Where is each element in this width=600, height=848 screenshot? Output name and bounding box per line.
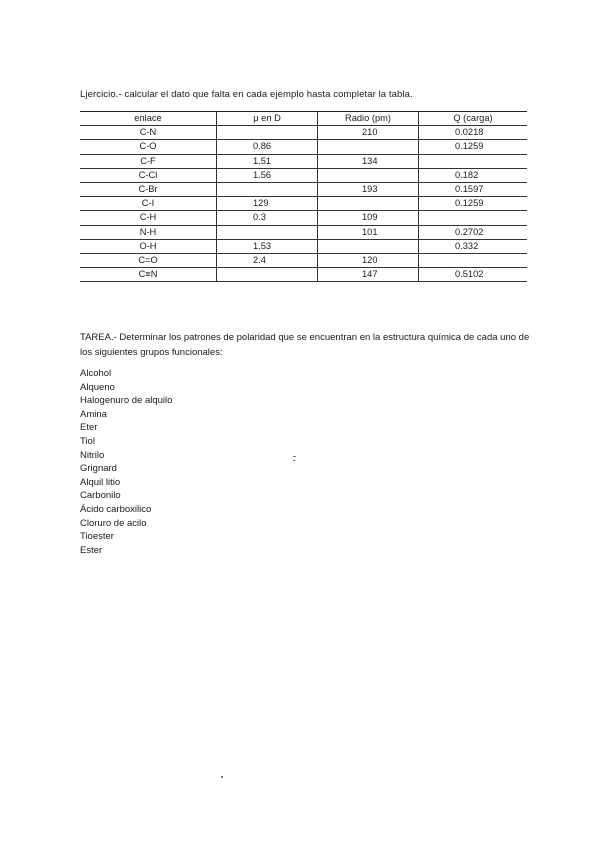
- functional-groups-list: [80, 367, 172, 557]
- cell-radius: 210: [318, 126, 419, 140]
- table-row: [80, 126, 527, 140]
- bond-data-table: [80, 111, 527, 282]
- table-row: [80, 253, 527, 267]
- cell-bond: C-F: [80, 154, 217, 168]
- table-row: [80, 154, 527, 168]
- header-bond: enlace: [80, 112, 217, 126]
- cell-dipole: [217, 126, 318, 140]
- cell-radius: 134: [318, 154, 419, 168]
- cell-bond: C-N: [80, 126, 217, 140]
- list-item: Tioester: [80, 531, 114, 543]
- list-item: Alqueno: [80, 381, 115, 393]
- cell-charge: 0.332: [419, 239, 528, 253]
- cell-charge: 0.1259: [419, 140, 528, 154]
- list-item: Eter: [80, 422, 98, 434]
- table-row: [80, 225, 527, 239]
- list-item: Tiol: [80, 435, 95, 447]
- cell-dipole: 0.3: [217, 211, 318, 225]
- cell-charge: 0.0218: [419, 126, 528, 140]
- cell-bond: C-I: [80, 197, 217, 211]
- cell-dipole: 129: [217, 197, 318, 211]
- task-instruction: TAREA.- Determinar los patrones de polaridad que se encuentran en la estructura química de cada uno de los siguientes grupos funcionales:: [80, 332, 530, 358]
- cell-dipole: [217, 268, 318, 282]
- table-header-row: [80, 112, 527, 126]
- cell-bond: C=O: [80, 253, 217, 267]
- list-item: Grignard: [80, 463, 117, 475]
- cell-bond: C-Cl: [80, 168, 217, 182]
- list-item: Cloruro de acilo: [80, 517, 147, 529]
- cell-bond: C-O: [80, 140, 217, 154]
- cell-radius: [318, 197, 419, 211]
- cell-radius: 147: [318, 268, 419, 282]
- list-item: Alcohol: [80, 368, 112, 379]
- cell-radius: [318, 239, 419, 253]
- cell-dipole: 1.53: [217, 239, 318, 253]
- cell-radius: 109: [318, 211, 419, 225]
- scan-speck: [221, 776, 223, 778]
- cell-charge: 0.2702: [419, 225, 528, 239]
- cell-radius: 193: [318, 182, 419, 196]
- cell-dipole: 0.86: [217, 140, 318, 154]
- cell-dipole: [217, 225, 318, 239]
- cell-charge: [419, 253, 528, 267]
- cell-radius: [318, 168, 419, 182]
- cell-dipole: [217, 182, 318, 196]
- cell-charge: 0.5102: [419, 268, 528, 282]
- table-row: [80, 182, 527, 196]
- header-charge: Q (carga): [419, 112, 528, 126]
- cell-charge: 0.182: [419, 168, 528, 182]
- cell-charge: [419, 154, 528, 168]
- table-row: [80, 197, 527, 211]
- list-item: Nitrilo: [80, 449, 105, 461]
- cell-charge: 0.1259: [419, 197, 528, 211]
- list-item: Alquil litio: [80, 476, 121, 488]
- list-item: Halogenuro de alquilo: [80, 395, 173, 407]
- cell-bond: C-Br: [80, 182, 217, 196]
- cell-bond: O-H: [80, 239, 217, 253]
- table-row: [80, 268, 527, 282]
- header-dipole: μ en D: [217, 112, 318, 126]
- list-item: Ester: [80, 544, 103, 556]
- cell-dipole: 1.56: [217, 168, 318, 182]
- header-radius: Radio (pm): [318, 112, 419, 126]
- cell-charge: 0.1597: [419, 182, 528, 196]
- cell-radius: 120: [318, 253, 419, 267]
- cell-radius: 101: [318, 225, 419, 239]
- cell-bond: C-H: [80, 211, 217, 225]
- scan-speck: [293, 460, 295, 461]
- table-row: [80, 140, 527, 154]
- table-row: [80, 211, 527, 225]
- table-row: [80, 239, 527, 253]
- cell-bond: N-H: [80, 225, 217, 239]
- cell-dipole: 1.51: [217, 154, 318, 168]
- cell-radius: [318, 140, 419, 154]
- cell-bond: C≡N: [80, 268, 217, 282]
- cell-charge: [419, 211, 528, 225]
- list-item: Ácido carboxilico: [80, 503, 152, 515]
- exercise-instruction: Ljercicio.- calcular el dato que falta en cada ejemplo hasta completar la tabla.: [80, 89, 413, 100]
- list-item: Amina: [80, 408, 107, 420]
- scan-speck: [293, 456, 296, 457]
- list-item: Carbonilo: [80, 490, 121, 502]
- cell-dipole: 2.4: [217, 253, 318, 267]
- table-row: [80, 168, 527, 182]
